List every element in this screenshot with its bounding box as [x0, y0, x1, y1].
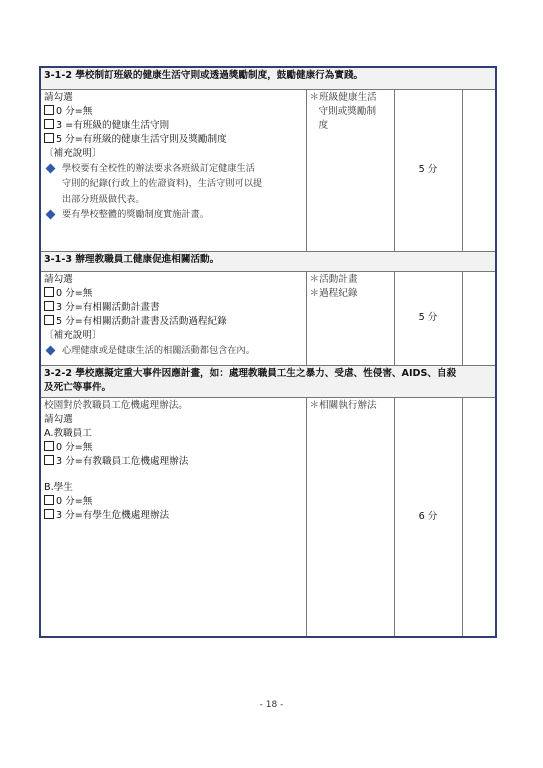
empty-checkbox-icon [44, 455, 54, 465]
note-item: 要有學校整體的獎勵制度實施計畫。 [44, 207, 303, 223]
empty-checkbox-icon [44, 287, 54, 297]
option-item: 5 分=有班級的健康生活守則及獎勵制度 [44, 133, 303, 147]
option-item: 3 分=有學生危機處理辦法 [44, 509, 303, 523]
spacer [44, 469, 303, 481]
empty-checkbox-icon [44, 301, 54, 311]
empty-checkbox-icon [44, 509, 54, 519]
empty-checkbox-icon [44, 133, 54, 143]
intro-text: 校園對於教職員工危機處理辦法。 [44, 399, 188, 411]
blue-diamond-bullet-icon [46, 210, 56, 220]
score-value: 6 分 [394, 397, 462, 637]
section-content-row [40, 397, 496, 637]
group-label: A.教職員工 [44, 427, 92, 439]
criteria-cell [40, 271, 306, 365]
empty-checkbox-icon [44, 495, 54, 505]
prompt-label: 請勾選 [44, 413, 73, 425]
blue-diamond-bullet-icon [46, 163, 56, 173]
option-item: 3 =有班級的健康生活守則 [44, 119, 303, 133]
blank-cell [462, 271, 496, 365]
section-heading: 3-1-2 學校制訂班級的健康生活守則或透過獎勵制度，鼓勵健康行為實踐。 [40, 67, 496, 89]
section-heading-row [40, 365, 496, 397]
group-label: B.學生 [44, 481, 73, 493]
section-heading-row [40, 251, 496, 271]
supplement-label: 〔補充說明〕 [44, 329, 102, 341]
score-value: 5 分 [394, 89, 462, 251]
empty-checkbox-icon [44, 441, 54, 451]
documents-cell: ＊班級健康生活 守則或獎勵制 度 [306, 89, 394, 251]
score-value: 5 分 [394, 271, 462, 365]
option-item: 5 分=有相關活動計畫書及活動過程紀錄 [44, 315, 303, 329]
prompt-label: 請勾選 [44, 91, 73, 103]
note-item: 學校要有全校性的辦法要求各班級訂定健康生活 守則的紀錄(行政上的佐證資料)，生活守則可以提 出部分班級做代表。 [44, 161, 303, 208]
supplement-label: 〔補充說明〕 [44, 147, 102, 159]
option-item: 0 分=無 [44, 105, 303, 119]
page-number: - 18 - [259, 700, 284, 710]
note-item: 心理健康或是健康生活的相關活動都包含在內。 [44, 343, 303, 359]
blank-cell [462, 89, 496, 251]
criteria-cell [40, 89, 306, 251]
section-heading: 3-1-3 辦理教職員工健康促進相關活動。 [40, 251, 496, 271]
documents-cell: ＊相關執行辦法 [306, 397, 394, 637]
option-item: 3 分=有教職員工危機處理辦法 [44, 455, 303, 469]
section-content-row [40, 271, 496, 365]
empty-checkbox-icon [44, 105, 54, 115]
section-heading: 3-2-2 學校應擬定重大事件因應計畫，如：處理教職員工生之暴力、受虐、性侵害、AIDS、自殺 及死亡等事件。 [40, 365, 496, 397]
option-item: 3 分=有相關活動計畫書 [44, 301, 303, 315]
blue-diamond-bullet-icon [46, 345, 56, 355]
criteria-cell [40, 397, 306, 637]
section-content-row [40, 89, 496, 251]
evaluation-table [39, 66, 497, 638]
option-item: 0 分=無 [44, 287, 303, 301]
option-item: 0 分=無 [44, 495, 303, 509]
option-item: 0 分=無 [44, 441, 303, 455]
blank-cell [462, 397, 496, 637]
section-heading-row [40, 67, 496, 89]
prompt-label: 請勾選 [44, 273, 73, 285]
documents-cell: ＊活動計畫 ＊過程紀錄 [306, 271, 394, 365]
empty-checkbox-icon [44, 315, 54, 325]
empty-checkbox-icon [44, 119, 54, 129]
